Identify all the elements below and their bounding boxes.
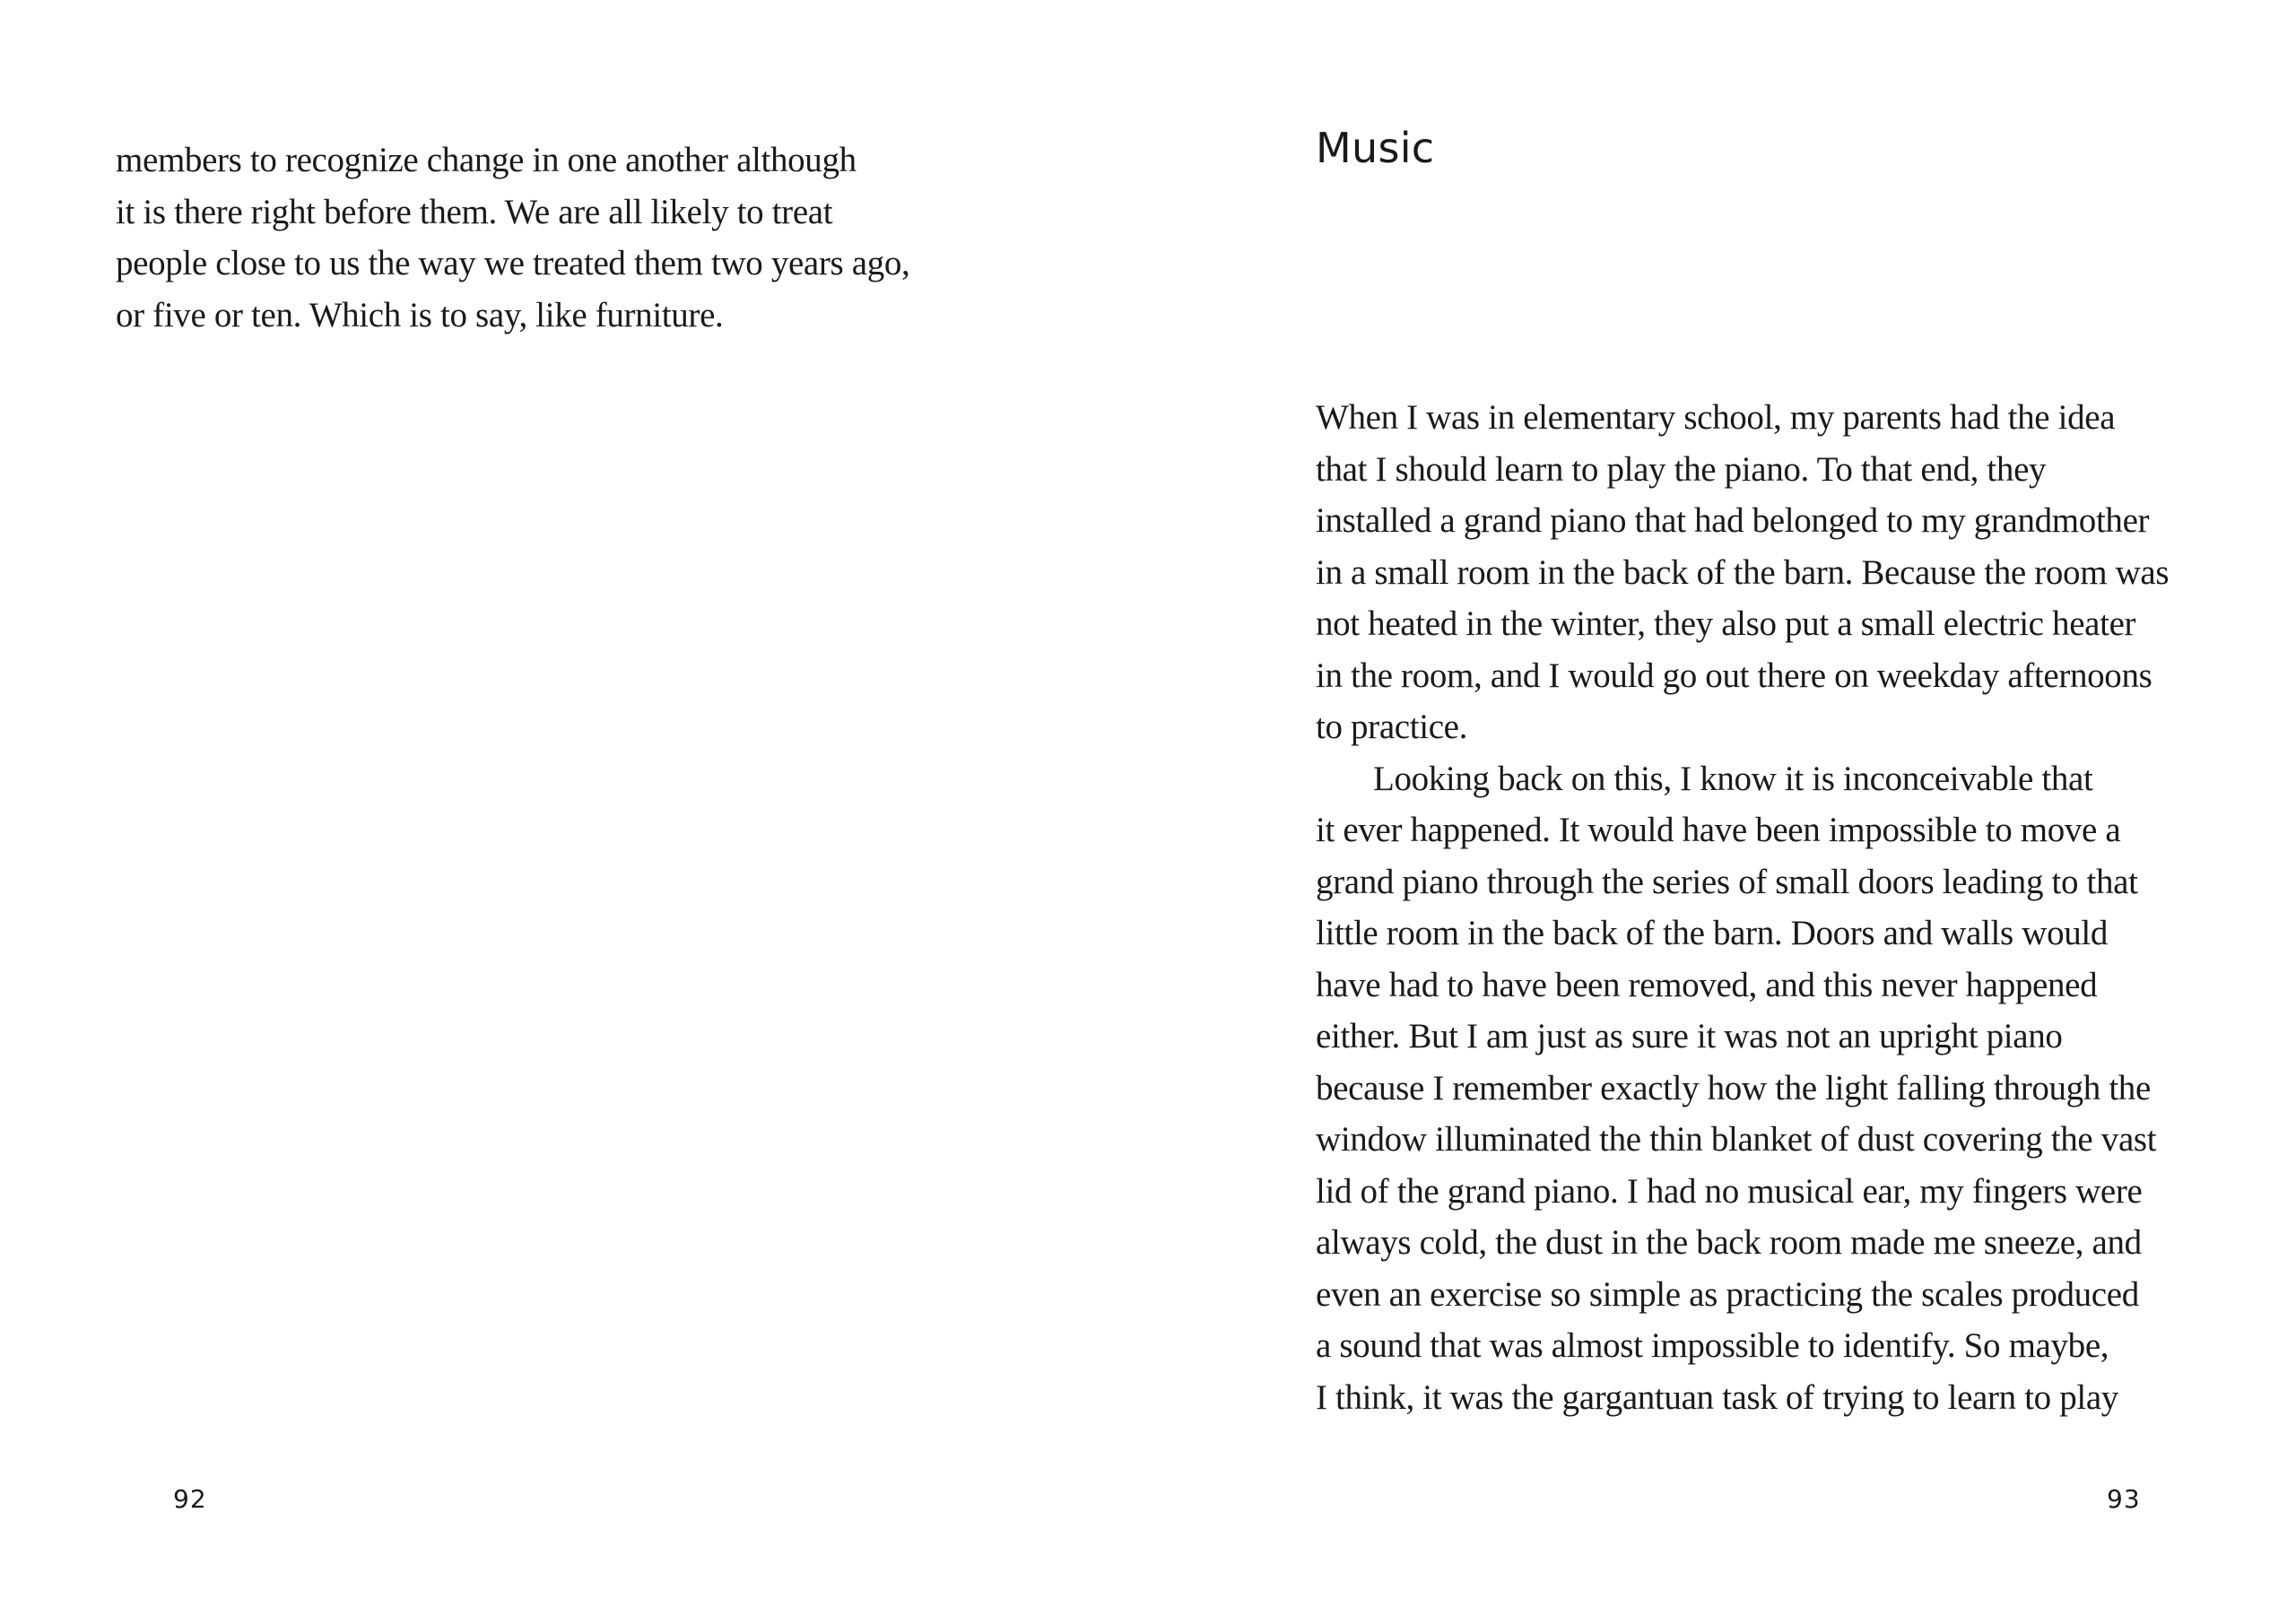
- page-number-right: 93: [2107, 1484, 2141, 1514]
- text-line: it is there right before them. We are all likely to treat: [116, 192, 833, 231]
- text-line: window illuminated the thin blanket of dust covering the vast: [1316, 1120, 2157, 1159]
- text-line: always cold, the dust in the back room made me sneeze, and: [1316, 1223, 2142, 1262]
- text-line: in the room, and I would go out there on weekday afternoons: [1316, 656, 2152, 695]
- text-line: not heated in the winter, they also put a small electric heater: [1316, 604, 2136, 643]
- text-line: because I remember exactly how the light falling through the: [1316, 1068, 2151, 1108]
- text-line: grand piano through the series of small doors leading to that: [1316, 862, 2138, 901]
- page-number-left: 92: [173, 1484, 207, 1514]
- text-line: lid of the grand piano. I had no musical ear, my fingers were: [1316, 1171, 2143, 1211]
- chapter-title: Music: [1316, 124, 1435, 172]
- text-line: Looking back on this, I know it is inconceivable that: [1373, 759, 2093, 798]
- paragraph-2: [1316, 753, 2169, 1424]
- text-line: or five or ten. Which is to say, like furniture.: [116, 295, 724, 334]
- text-line: little room in the back of the barn. Doors and walls would: [1316, 914, 2109, 952]
- text-line: When I was in elementary school, my parents had the idea: [1316, 398, 2116, 437]
- text-line: either. But I am just as sure it was not an upright piano: [1316, 1017, 2063, 1055]
- left-page-body-text: [116, 135, 909, 341]
- paragraph-1: [1316, 392, 2169, 753]
- text-line: a sound that was almost impossible to identify. So maybe,: [1316, 1326, 2109, 1365]
- text-line: members to recognize change in one another although: [116, 141, 857, 179]
- text-line: installed a grand piano that had belonged to my grandmother: [1316, 501, 2150, 540]
- text-line: I think, it was the gargantuan task of trying to learn to play: [1316, 1377, 2118, 1417]
- text-line: have had to have been removed, and this never happened: [1316, 965, 2098, 1004]
- text-line: it ever happened. It would have been impossible to move a: [1316, 811, 2121, 849]
- text-line: that I should learn to play the piano. To that end, they: [1316, 449, 2047, 489]
- text-line: in a small room in the back of the barn. Because the room was: [1316, 552, 2170, 592]
- text-line: even an exercise so simple as practicing the scales produced: [1316, 1274, 2139, 1314]
- text-line: people close to us the way we treated them two years ago,: [116, 244, 910, 282]
- text-line: to practice.: [1316, 708, 1468, 746]
- right-page-body-text: [1316, 392, 2169, 1423]
